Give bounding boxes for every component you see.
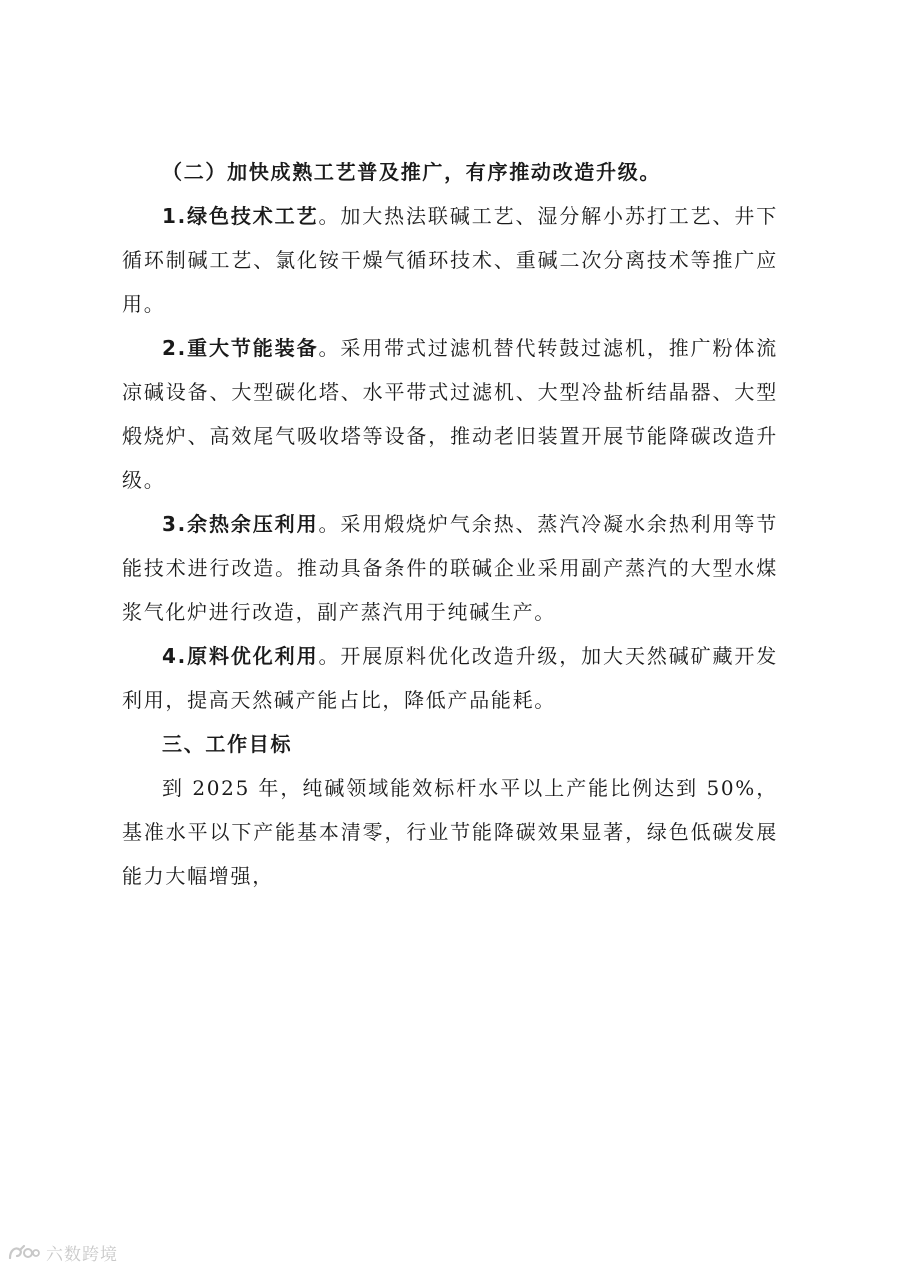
- item-text: 。采用煅烧炉气余热、蒸汽冷凝水余热利用等节能技术进行改造。推动具备条件的联碱企业采用副产蒸汽的大型水煤浆气化炉进行改造，副产蒸汽用于纯碱生产。: [122, 512, 778, 624]
- logo-icon: [6, 1242, 40, 1264]
- item-text: 。采用带式过滤机替代转鼓过滤机，推广粉体流凉碱设备、大型碳化塔、水平带式过滤机、大型冷盐析结晶器、大型煅烧炉、高效尾气吸收塔等设备，推动老旧装置开展节能降碳改造升级。: [122, 336, 778, 492]
- item-text: 。开展原料优化改造升级，加大天然碱矿藏开发利用，提高天然碱产能占比，降低产品能耗。: [122, 644, 778, 712]
- section-heading-work-goals: [122, 722, 778, 766]
- item-text: 。加大热法联碱工艺、湿分解小苏打工艺、井下循环制碱工艺、氯化铵干燥气循环技术、重碱二次分离技术等推广应用。: [122, 204, 778, 316]
- item-waste-heat-utilization: [122, 502, 778, 634]
- item-lead: 1.绿色技术工艺: [162, 204, 319, 228]
- item-raw-material-optimization: [122, 634, 778, 722]
- goal-text: 到 2025 年，纯碱领域能效标杆水平以上产能比例达到 50%，基准水平以下产能基本清零，行业节能降碳效果显著，绿色低碳发展能力大幅增强，: [122, 776, 778, 888]
- item-energy-saving-equipment: [122, 326, 778, 502]
- watermark: [6, 1240, 118, 1265]
- item-green-technology: [122, 194, 778, 326]
- sub-heading-accelerate-promotion: [122, 150, 778, 194]
- item-lead: 2.重大节能装备: [162, 336, 319, 360]
- document-body: [122, 150, 778, 898]
- watermark-text: 六数跨境: [46, 1245, 118, 1265]
- goal-paragraph: [122, 766, 778, 898]
- section-heading-text: 三、工作目标: [162, 732, 293, 756]
- sub-heading-text: （二）加快成熟工艺普及推广，有序推动改造升级。: [162, 160, 662, 184]
- item-lead: 4.原料优化利用: [162, 644, 319, 668]
- item-lead: 3.余热余压利用: [162, 512, 319, 536]
